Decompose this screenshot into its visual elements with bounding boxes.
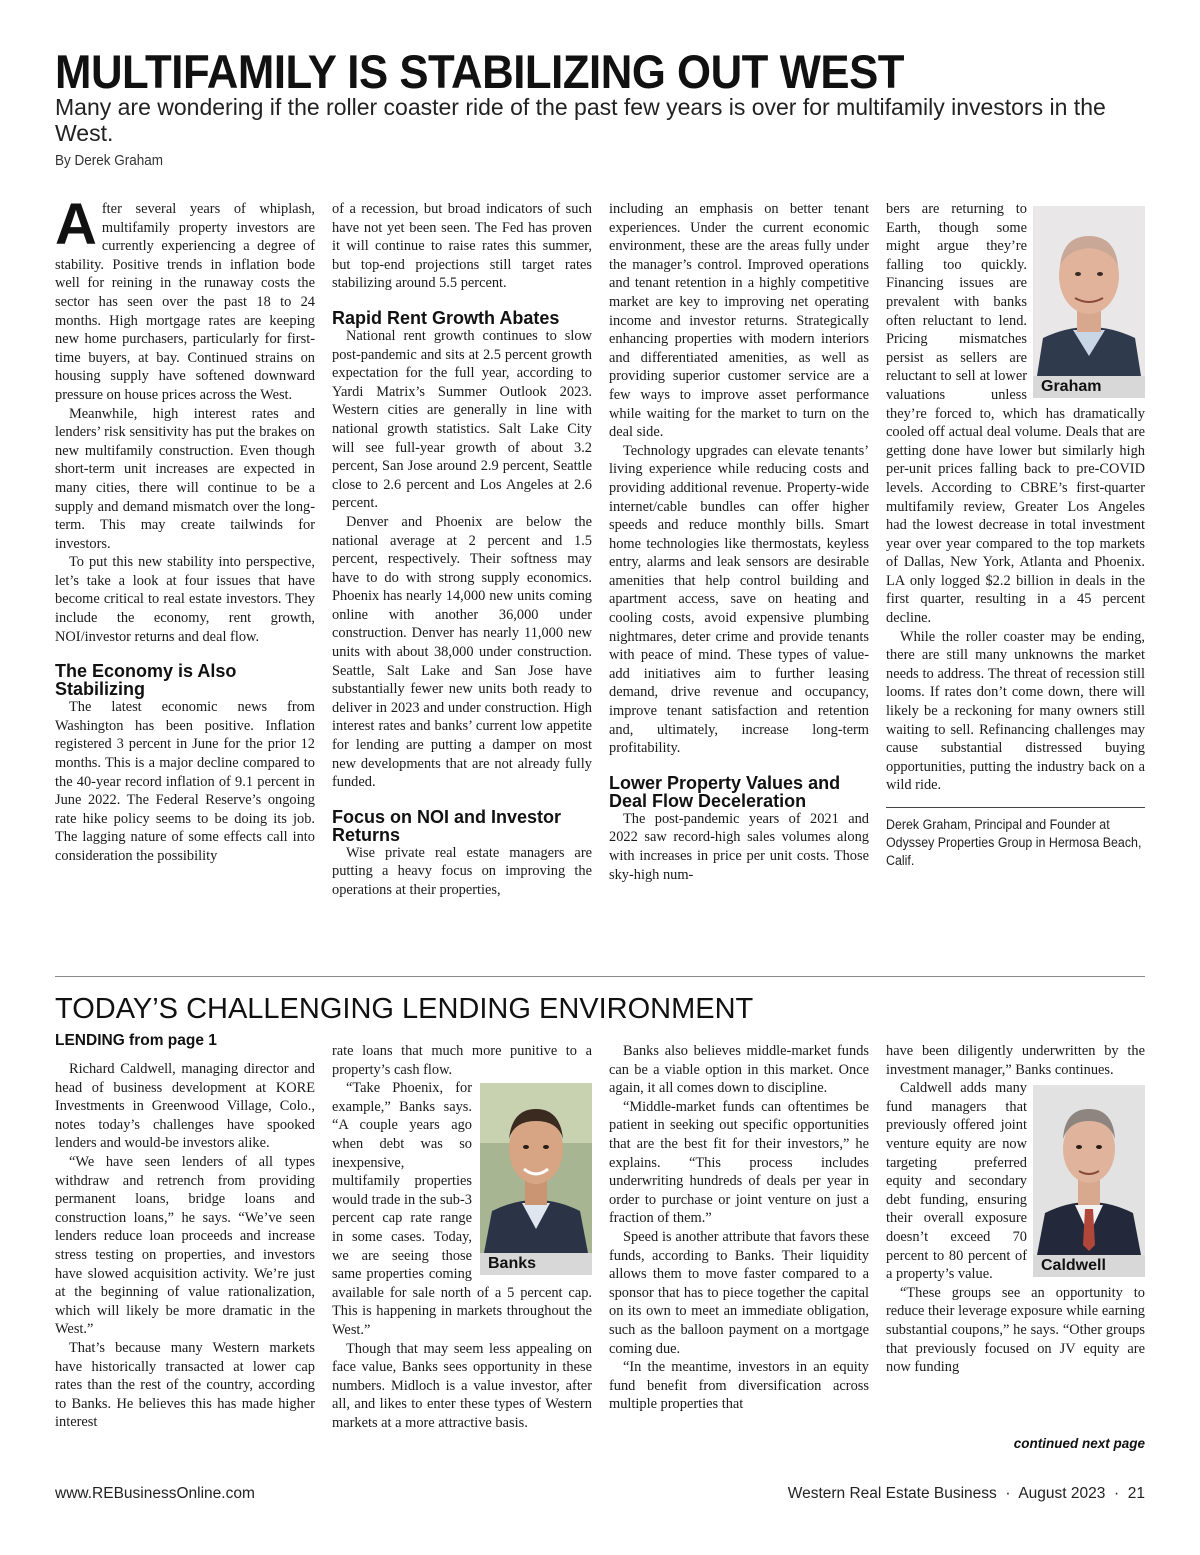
portrait-image	[1033, 206, 1145, 376]
article-headline: MULTIFAMILY IS STABILIZING OUT WEST	[55, 45, 905, 98]
article1-column-1	[55, 192, 315, 866]
paragraph: have been diligently underwritten by the investment manager,” Banks continues.	[886, 1043, 1145, 1078]
paragraph: “These groups see an opportunity to reduce their leverage exposure while earning substantial coupons,” he says. “Other groups that previously focused on JV equity are now funding	[886, 1284, 1145, 1376]
graham-photo	[1033, 206, 1145, 398]
bio-divider	[886, 807, 1145, 808]
paragraph: rate loans that much more punitive to a property’s cash flow.	[332, 1043, 592, 1078]
drop-cap: A	[55, 192, 97, 257]
paragraph: Denver and Phoenix are below the national average at 2 percent and 1.5 percent, respectively. Their softness may have to do with strong supply economics. Phoenix has nearly 14,000 new units coming online with another 36,000 under construction. Denver has nearly 11,000 new units with about 38,000 under construction. Seattle, Salt Lake and San Jose have substantially fewer new units both ready to deliver in 2023 and under construction. High interest rates and banks’ current low appetite for lending are putting a damper on most new developments that are not already fully funded.	[332, 513, 592, 791]
subhead-lower-values: Lower Property Values and Deal Flow Deceleration	[609, 772, 841, 811]
intro-paragraph: After several years of whiplash, multifamily property investors are currently experiencing a degree of stability. Positive trends in inflation bode well for reining in the runaway costs the sector has seen over the past 18 to 24 months. High mortgage rates are keeping new home purchasers, particularly for first-time buyers, at bay. Continued strains on housing supply have softened downward pressure on house prices across the West.	[55, 192, 315, 403]
article2-column-1	[55, 1060, 315, 1432]
paragraph: Caldwell adds many fund managers that previously offered joint venture equity are now targeting preferred equity and secondary debt funding, ensuring their overall exposure doesn’t exceed 70 percent to 80 percent of a property’s value.	[886, 1080, 1027, 1283]
article-deck: Many are wondering if the roller coaster ride of the past few years is over for multifamily investors in the West.	[55, 94, 1106, 146]
paragraph: Technology upgrades can elevate tenants’ living experience while reducing costs and providing additional revenue. Property-wide internet/cable bundles can offer higher speeds and reduce monthly bills. Smart home technologies like thermostats, keyless entry, alarms and leak sensors are desirable amenities that help control building and apartment access, save on heating and cooling costs, avoid expensive plumbing nightmares, deter crime and provide tenants with peace of mind. These types of value-add initiatives aim to further leasing demand, drive revenue and occupancy, improve tenant satisfaction and retention and, ultimately, increase long-term profitability.	[609, 442, 869, 757]
author-bio: Derek Graham, Principal and Founder at Odyssey Properties Group in Hermosa Beach, Calif.	[886, 817, 1142, 868]
paragraph: The latest economic news from Washington has been positive. Inflation registered 3 percent in June for the prior 12 months. This is a major decline compared to the 40-year record inflation of 9.1 percent in June 2022. The Federal Reserve’s ongoing rate hike policy seems to be doing its job. The lagging nature of some effects call into consideration the possibility	[55, 699, 315, 864]
article2-column-4	[886, 1042, 1145, 1377]
paragraph: Though that may seem less appealing on face value, Banks sees opportunity in these numbers. Midloch is a value investor, after all, and likes to enter these types of Western markets at a more attractive basis.	[332, 1340, 592, 1431]
paragraph: That’s because many Western markets have historically transacted at lower cap rates than the rest of the country, according to Banks. He believes this has made higher interest	[55, 1339, 315, 1431]
paragraph: To put this new stability into perspective, let’s take a look at four issues that have become critical to real estate investors. They include the economy, rent growth, NOI/investor returns and deal flow.	[55, 554, 315, 645]
paragraph: Banks also believes middle-market funds can be a viable option in this market. Once again, it all comes down to discipline.	[609, 1043, 869, 1097]
banks-photo	[480, 1083, 592, 1275]
article1-column-4	[886, 200, 1145, 870]
paragraph: Meanwhile, high interest rates and lenders’ risk sensitivity has put the brakes on new multifamily construction. Even though short-term unit increases are expected in many cities, there will continue to be a supply and demand mismatch over the long-term. This may create tailwinds for investors.	[55, 405, 315, 552]
photo-caption: Graham	[1033, 376, 1145, 398]
paragraph: The post-pandemic years of 2021 and 2022 saw record-high sales volumes along with increases in price per unit costs. Those sky-high num-	[609, 810, 869, 883]
paragraph: Wise private real estate managers are putting a heavy focus on improving the operations at their properties,	[332, 844, 592, 898]
paragraph: Richard Caldwell, managing director and head of business development at KORE Investments in Greenwood Village, Colo., notes today’s challenges have spooked lenders and would-be investors alike.	[55, 1061, 315, 1152]
paragraph: “Middle-market funds can oftentimes be patient in seeking out specific opportunities that are the best fit for their investors,” he explains. “This process includes underwriting hundreds of deals per year in order to purchase or joint venture on just a fraction of them.”	[609, 1098, 869, 1227]
paragraph: While the roller coaster may be ending, there are still many unknowns the market needs to address. The threat of recession still looms. If rates don’t come down, there will likely be a reckoning for many owners still waiting to sell. Refinancing challenges may cause substantial distressed buying opportunities, putting the industry back on a wild ride.	[886, 628, 1145, 794]
paragraph: “Take Phoenix, for example,” Banks says. “A couple years ago when debt was so inexpensive, multifamily properties would trade in the sub-3 percent cap rate range in some cases. Today, we are seeing those same properties coming available for sale north of a 5 percent cap. This is happening in markets throughout the West.”	[332, 1080, 592, 1338]
article2-column-2	[332, 1042, 592, 1432]
article1-column-3	[609, 200, 869, 884]
subhead-economy: The Economy is Also Stabilizing	[55, 661, 237, 700]
jump-label: LENDING from page 1	[55, 1032, 217, 1049]
portrait-image	[480, 1083, 592, 1253]
photo-caption: Banks	[480, 1253, 592, 1275]
photo-caption: Caldwell	[1033, 1255, 1145, 1277]
paragraph: of a recession, but broad indicators of such have not yet been seen. The Fed has proven it will continue to raise rates this summer, but top-end projections still target rates stabilizing around 5.5 percent.	[332, 201, 592, 292]
paragraph: “In the meantime, investors in an equity fund benefit from diversification across multiple properties that	[609, 1359, 869, 1413]
article1-column-2	[332, 200, 592, 900]
portrait-image	[1033, 1085, 1145, 1255]
paragraph: Speed is another attribute that favors these funds, according to Banks. Their liquidity allows them to move faster compared to a sponsor that has to piece together the capital on its own to meet an immediate obligation, such as the balloon payment on a mortgage coming due.	[609, 1228, 869, 1357]
footer-publication: Western Real Estate Business · August 2023 · 21	[787, 1485, 1145, 1502]
byline: By Derek Graham	[55, 152, 164, 169]
article2-column-3	[609, 1042, 869, 1414]
subhead-noi: Focus on NOI and Investor Returns	[332, 806, 562, 845]
subhead-rent-growth: Rapid Rent Growth Abates	[332, 307, 560, 328]
caldwell-photo	[1033, 1085, 1145, 1277]
footer-website[interactable]: www.REBusinessOnline.com	[55, 1485, 255, 1502]
paragraph: “We have seen lenders of all types withdraw and retrench from providing permanent loans, bridge loans and construction loans,” he says. “We’ve seen lenders reduce loan proceeds and increase stress testing on properties, and investors have slowed acquisition activity. We’re just at the beginning of value rationalization, which will likely be more dramatic in the West.”	[55, 1153, 315, 1338]
article2-headline: TODAY’S CHALLENGING LENDING ENVIRONMENT	[55, 993, 754, 1025]
paragraph: including an emphasis on better tenant experiences. Under the current economic environment, these are the areas fully under the manager’s control. Improved operations and tenant retention in a highly competitive market are key to improving net operating income and investor returns. Strategically enhancing properties with modern interiors and differentiated amenities, as well as providing superior customer service are a few ways to improve asset performance while waiting for the market to turn on the deal side.	[609, 201, 869, 441]
section-divider	[55, 976, 1145, 977]
continued-next-page: continued next page	[1013, 1436, 1145, 1451]
paragraph: National rent growth continues to slow post-pandemic and sits at 2.5 percent growth expectation for the full year, according to Yardi Matrix’s Summer Outlook 2023. Western cities are generally in line with national growth statistics. Salt Lake City will see full-year growth of about 3.2 percent, San Jose around 2.9 percent, Seattle close to 2.6 percent and Los Angeles at 2.6 percent.	[332, 327, 592, 512]
paragraph: bers are returning to Earth, though some might argue they’re falling too quickly. Financing issues are prevalent with banks often reluctant to lend. Pricing mismatches persist as sellers are reluctant to sell at lower valuations unless they’re forced to, which has dramatically cooled off actual deal volume. Deals that are getting done have lower but similarly high per-unit prices falling back to pre-COVID levels. According to CBRE’s first-quarter multifamily review, Greater Los Angeles had the lowest decrease in total investment year over year compared to the top markets of Dallas, New York, Atlanta and Phoenix. LA only logged $2.2 billion in deals in the first quarter, resulting in a 45 percent decline.	[886, 201, 1145, 627]
